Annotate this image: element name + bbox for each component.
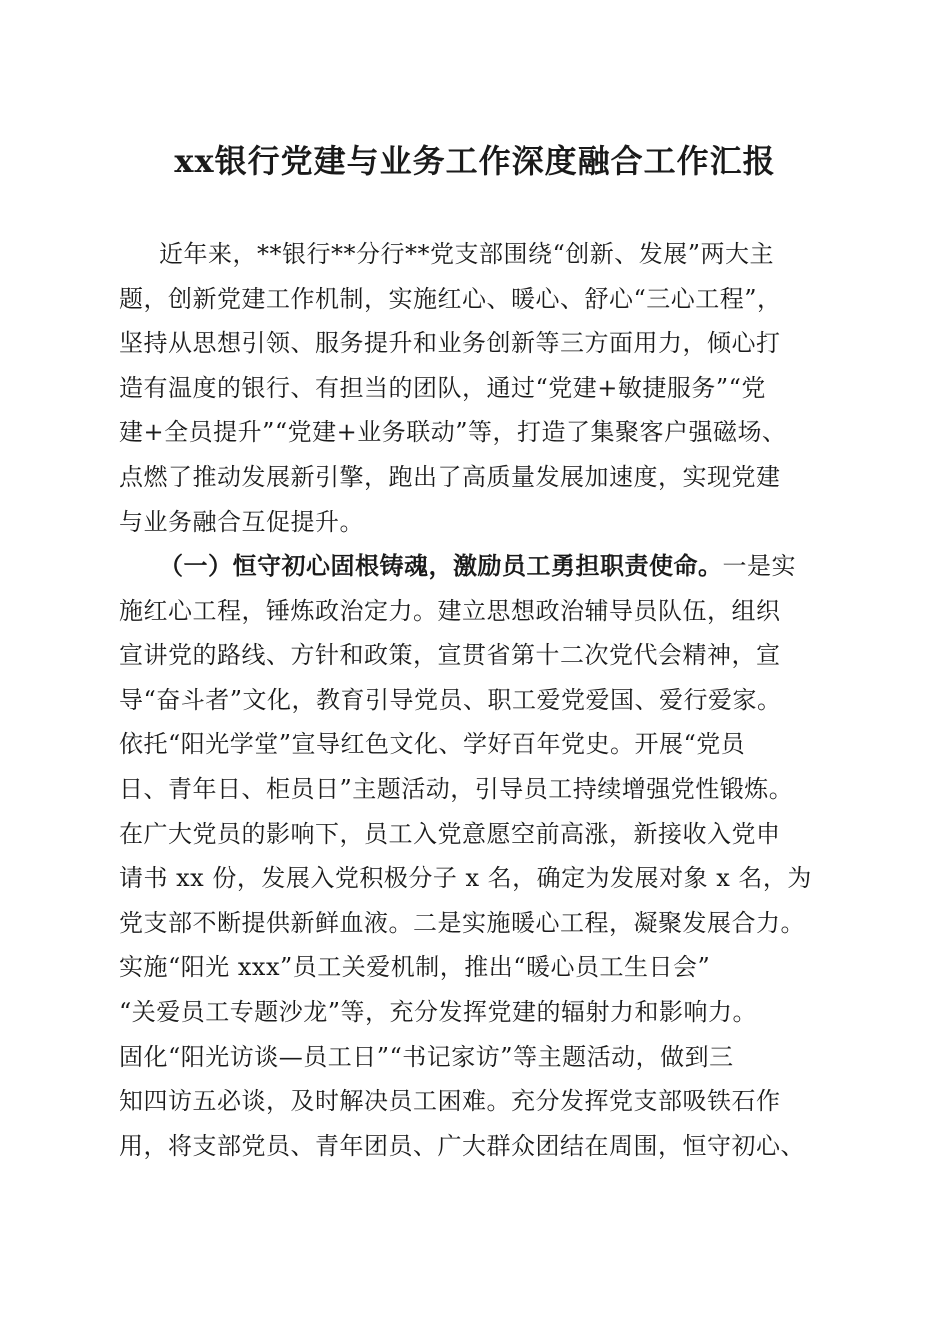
section-1-paragraph [119,544,839,1168]
text-line: 党支部不断提供新鲜血液。二是实施暖心工程，凝聚发展合力。 [119,908,805,937]
text-line: 导“奋斗者”文化，教育引导党员、职工爱党爱国、爱行爱家。 [119,685,782,714]
text-line: 题，创新党建工作机制，实施红心、暖心、舒心“三心工程”， [119,284,782,313]
section-1-first-line-rest: 一是实 [722,552,796,580]
text-line: 点燃了推动发展新引擎，跑出了高质量发展加速度，实现党建 [119,462,781,491]
text-line: 建+全员提升”“党建+业务联动”等，打造了集聚客户强磁场、 [119,418,787,447]
text-line: 在广大党员的影响下，员工入党意愿空前高涨，新接收入党申 [119,819,781,848]
text-line: 依托“阳光学堂”宣导红色文化、学好百年党史。开展“党员 [119,730,746,759]
section-1-first-line [119,544,839,589]
text-line: 固化“阳光访谈—员工日”“书记家访”等主题活动，做到三 [119,1042,734,1071]
text-line: 用，将支部党员、青年团员、广大群众团结在周围，恒守初心、 [119,1131,805,1160]
text-line: 施红心工程，锤炼政治定力。建立思想政治辅导员队伍，组织 [119,596,781,625]
document-title: xx银行党建与业务工作深度融合工作汇报 [174,142,776,180]
text-line: 坚持从思想引领、服务提升和业务创新等三方面用力，倾心打 [119,329,781,358]
text-line: 知四访五必谈，及时解决员工困难。充分发挥党支部吸铁石作 [119,1087,781,1116]
text-line: 日、青年日、柜员日”主题活动，引导员工持续增强党性锻炼。 [119,774,794,803]
text-line: 实施“阳光 xxx”员工关爱机制，推出“暖心员工生日会” [119,953,711,982]
section-1-heading: （一）恒守初心固根铸魂，激励员工勇担职责使命。 [159,551,723,580]
text-line: 请书 xx 份，发展入党积极分子 x 名，确定为发展对象 x 名，为 [119,864,812,893]
text-line: 与业务融合互促提升。 [119,507,364,536]
text-line: 宣讲党的路线、方针和政策，宣贯省第十二次党代会精神，宣 [119,641,781,670]
text-line: 近年来，**银行**分行**党支部围绕“创新、发展”两大主 [159,240,775,268]
text-line: 造有温度的银行、有担当的团队，通过“党建+敏捷服务”“党 [119,373,766,402]
text-line: “关爱员工专题沙龙”等，充分发挥党建的辐射力和影响力。 [119,997,758,1026]
intro-paragraph [119,232,839,544]
